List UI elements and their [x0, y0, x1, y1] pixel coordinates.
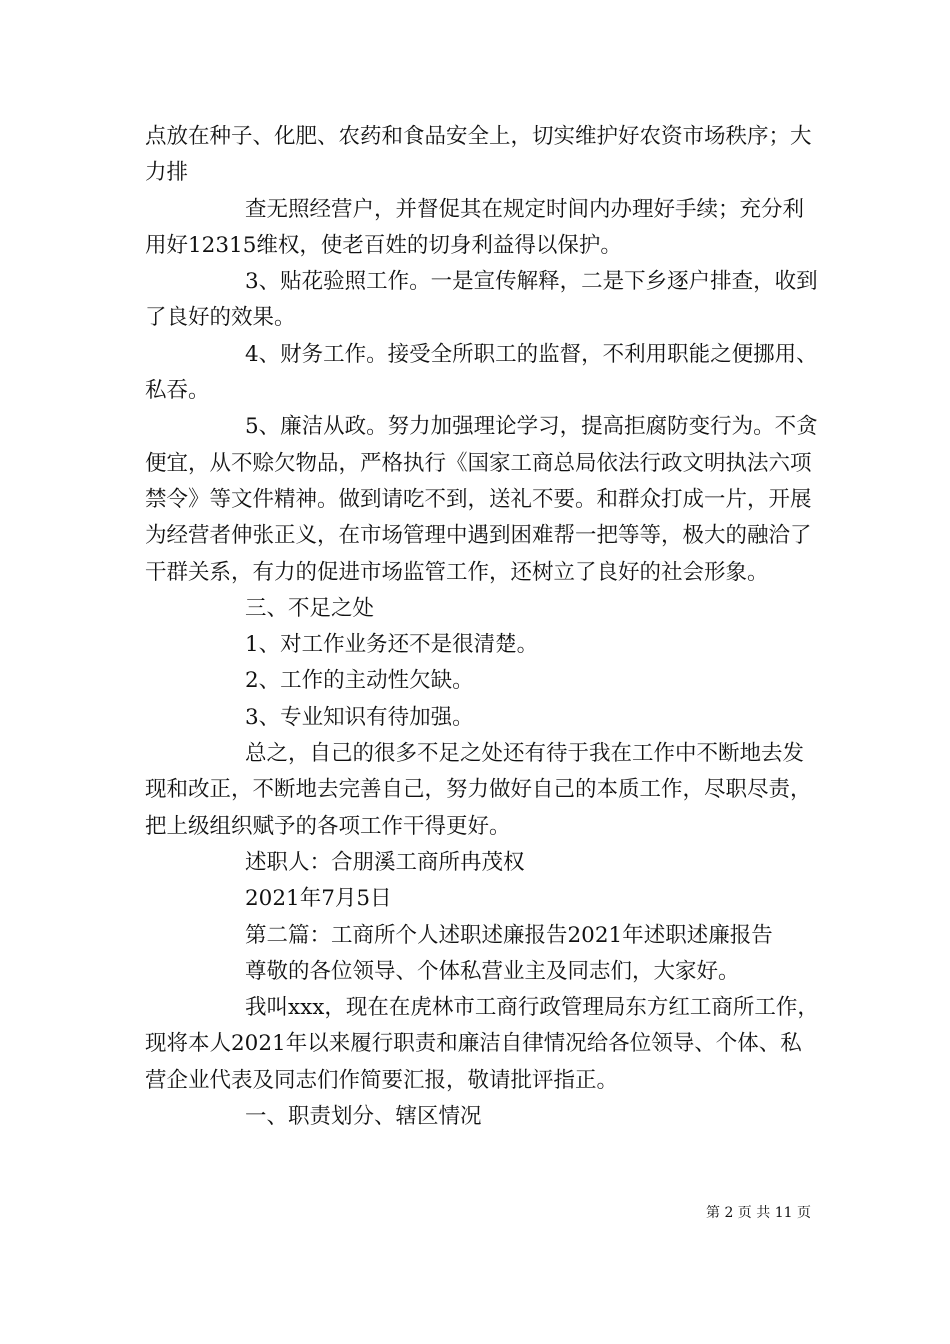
- paragraph-5: 5、廉洁从政。努力加强理论学习，提高拒腐防变行为。不贪便宜，从不赊欠物品，严格执行《国家工商总局依法行政文明执法六项禁令》等文件精神。做到请吃不到，送礼不要。和群众打成一片，开展为经营者伸张正义，在市场管理中遇到困难帮一把等等，极大的融洽了干群关系，有力的促进市场监管工作，还树立了良好的社会形象。: [145, 414, 818, 585]
- paragraph-4: 4、财务工作。接受全所职工的监督，不利用职能之便挪用、私吞。: [145, 341, 818, 404]
- section-heading-duties: 一、职责划分、辖区情况: [245, 1104, 482, 1130]
- list-item: 3、专业知识有待加强。: [245, 704, 474, 730]
- list-item: 2、工作的主动性欠缺。: [245, 668, 474, 694]
- signature-line: 述职人：合朋溪工商所冉茂权: [245, 849, 525, 875]
- date-line: 2021年7月5日: [245, 886, 392, 912]
- list-item: 1、对工作业务还不是很清楚。: [245, 632, 539, 658]
- intro-paragraph: 我叫xxx，现在在虎林市工商行政管理局东方红工商所工作，现将本人2021年以来履行职责和廉洁自律情况给各位领导、个体、私营企业代表及同志们作简要汇报，敬请批评指正。: [145, 995, 819, 1093]
- summary-paragraph: 总之，自己的很多不足之处还有待于我在工作中不断地去发现和改正，不断地去完善自己，努力做好自己的本质工作，尽职尽责，把上级组织赋予的各项工作干得更好。: [145, 741, 812, 839]
- greeting-line: 尊敬的各位领导、个体私营业主及同志们，大家好。: [245, 958, 740, 984]
- page-number: 第 2 页 共 11 页: [706, 1205, 811, 1221]
- document-body: [145, 119, 820, 1135]
- paragraph-2: 查无照经营户，并督促其在规定时间内办理好手续；充分利用好12315维权，使老百姓的切身利益得以保护。: [145, 196, 805, 258]
- second-report-title: 第二篇：工商所个人述职述廉报告2021年述职述廉报告: [245, 922, 773, 948]
- paragraph-1: 点放在种子、化肥、农药和食品安全上，切实维护好农资市场秩序；大力排: [145, 124, 812, 186]
- section-heading-shortcomings: 三、不足之处: [245, 595, 375, 621]
- paragraph-3: 3、贴花验照工作。一是宣传解释，二是下乡逐户排查，收到了良好的效果。: [145, 269, 818, 331]
